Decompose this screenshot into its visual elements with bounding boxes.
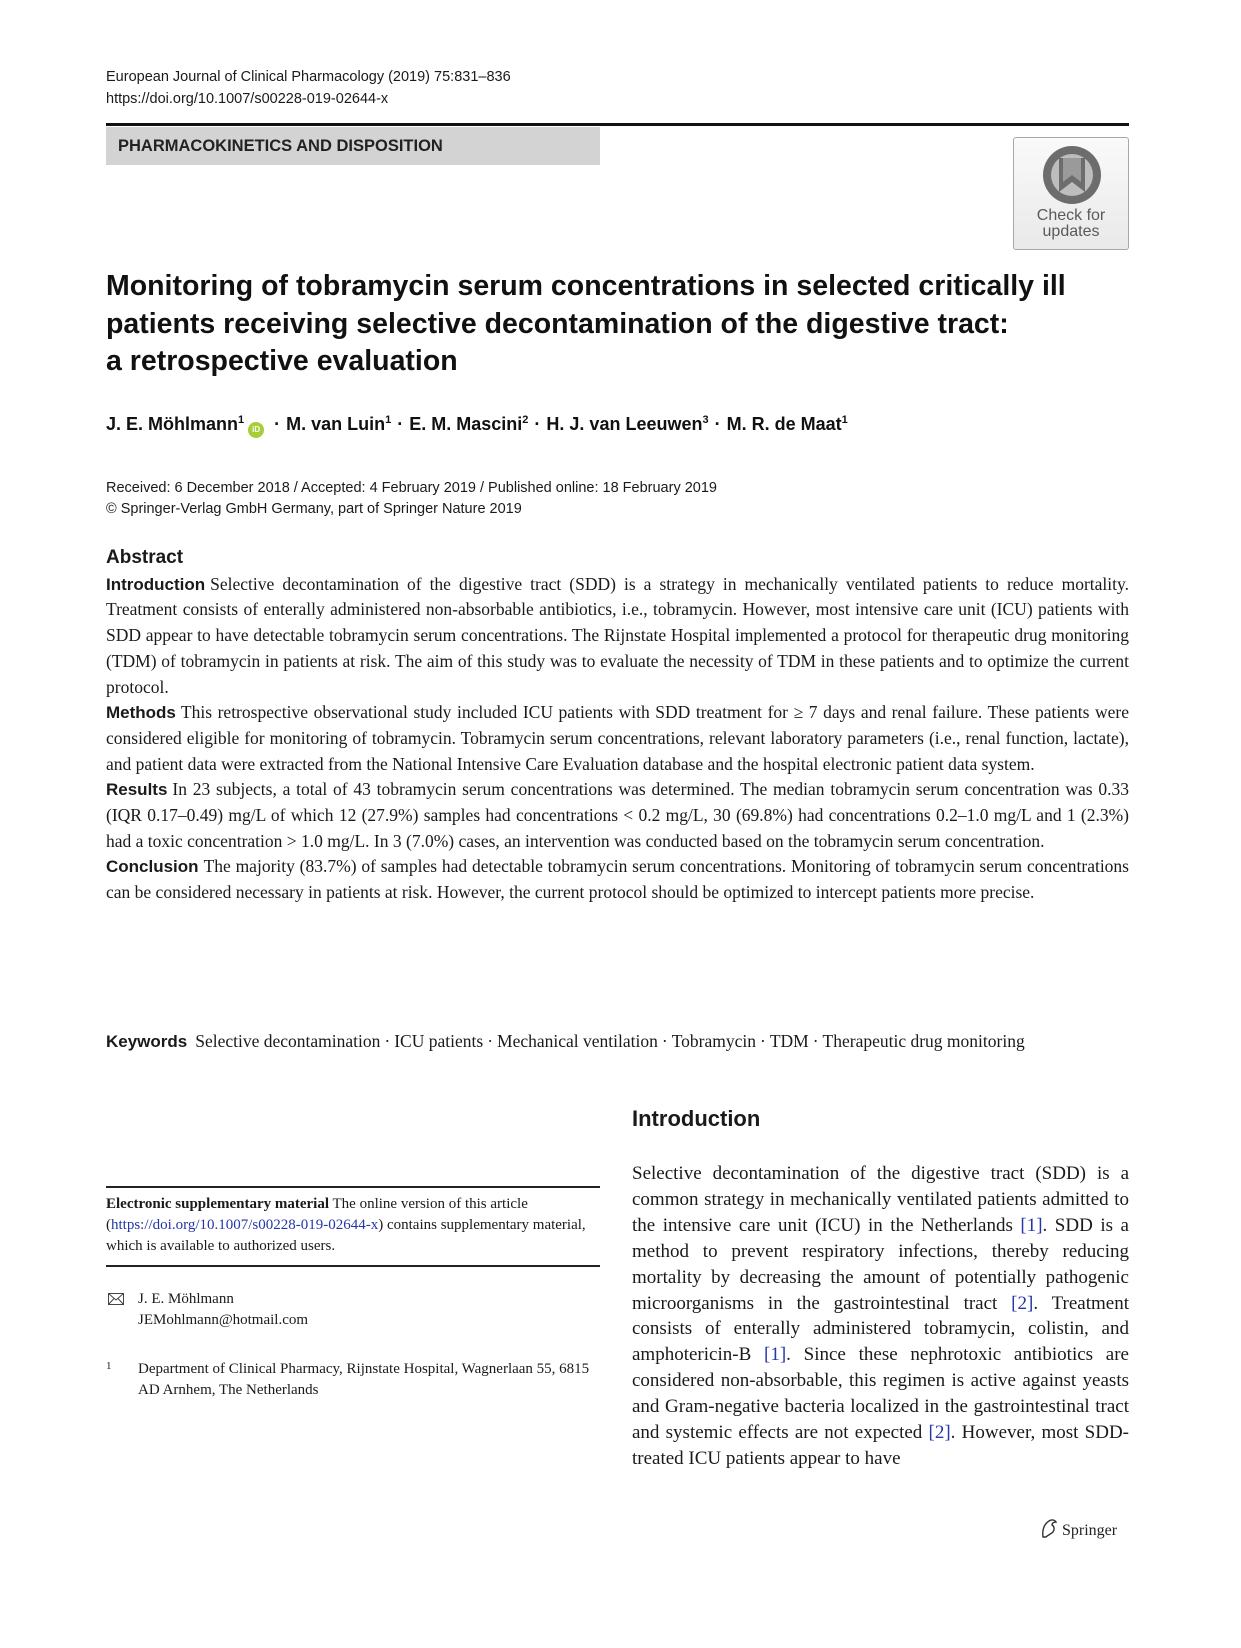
author-list [106,414,848,438]
springer-horse-icon [1040,1518,1058,1538]
crossmark-icon [1041,144,1103,206]
publisher-logo [1040,1518,1117,1540]
received-accepted-dates: Received: 6 December 2018 / Accepted: 4 February 2019 / Published online: 18 February 2019 [106,480,717,496]
author-separator: · [274,414,281,434]
keyword: Mechanical ventilation [497,1031,658,1051]
esm-text-after: ) contains supplementary material, which is available to authorized users. [106,1217,586,1254]
author-affiliation: 1 [385,414,392,426]
author-name[interactable]: E. M. Mascini [409,414,523,434]
check-for-updates-button[interactable] [1013,137,1129,250]
corresponding-author-email[interactable]: JEMohlmann@hotmail.com [138,1312,309,1328]
affiliation-number: 1 [106,1360,112,1372]
citation-link[interactable]: [1] [1020,1214,1043,1236]
keywords-label: Keywords [106,1032,188,1051]
keyword-separator: · [384,1031,391,1051]
esm-label: Electronic supplementary material [106,1196,330,1212]
keyword: Tobramycin [671,1031,756,1051]
check-for-updates-label: Check for updates [1036,207,1106,240]
keyword-separator: · [487,1031,494,1051]
journal-citation: European Journal of Clinical Pharmacology (2019) 75:831–836 [106,69,511,85]
keyword: Selective decontamination [195,1031,381,1051]
corresponding-author [106,1289,600,1331]
abstract-methods-text: This retrospective observational study included ICU patients with SDD treatment for ≥ 7 days and renal failure. These patients were considered eligible for monitoring of tobramycin. Tobramycin serum concentrations, relevant laboratory parameters (i.e., renal function, lactate), and patient data were extracted from the National Intensive Care Evaluation database and the hospital electronic patient data system. [106,702,1129,774]
introduction-section [632,1106,1129,1472]
abstract-results [106,777,1129,854]
orcid-icon[interactable]: iD [248,422,264,438]
abstract-conclusion-text: The majority (83.7%) of samples had detectable tobramycin serum concentrations. Monitoring of tobramycin serum concentrations can be considered necessary in patients at risk. However, the current protocol should be optimized to intercept patients more precise. [106,856,1129,903]
abstract-heading: Abstract [106,547,184,568]
author-affiliation: 1 [238,414,245,426]
abstract-introduction-text: Selective decontamination of the digestive tract (SDD) is a strategy in mechanically ventilated patients to reduce mortality. Treatment consists of enterally administered non-absorbable antibiotics, i.e., tobramycin. However, most intensive care unit (ICU) patients with SDD appear to have detectable tobramycin serum concentrations. The Rijnstate Hospital implemented a protocol for therapeutic drug monitoring (TDM) of tobramycin in patients at risk. The aim of this study was to evaluate the necessity of TDM in these patients and to optimize the current protocol. [106,573,1129,697]
copyright-notice: © Springer-Verlag GmbH Germany, part of Springer Nature 2019 [106,501,522,517]
affiliation-text: Department of Clinical Pharmacy, Rijnstate Hospital, Wagnerlaan 55, 6815 AD Arnhem, The Netherlands [138,1361,590,1398]
keywords [106,1031,1129,1052]
supplementary-note [106,1188,600,1265]
author-affiliation: 3 [702,414,709,426]
title-line-2: patients receiving selective decontamination of the digestive tract: [106,307,1009,340]
keyword-separator: · [760,1031,766,1051]
author-name[interactable]: M. van Luin [286,414,386,434]
citation-link[interactable]: [1] [764,1344,787,1366]
intro-text-part: Selective decontamination of the digestive tract (SDD) is a common strategy in mechanically ventilated patients admitted to the intensive care unit (ICU) in the Netherlands [632,1163,1129,1236]
title-line-3: a retrospective evaluation [106,345,458,377]
author-affiliation: 2 [522,414,529,426]
intro-text-part: . Treatment consists of enterally administered tobramycin, colistin, and amphotericin-B [632,1292,1129,1366]
introduction-paragraph [632,1161,1129,1472]
affiliation-note [106,1359,600,1401]
corresponding-author-name: J. E. Möhlmann [138,1291,234,1307]
abstract [106,545,1129,906]
author-name[interactable]: H. J. van Leeuwen [546,414,703,434]
envelope-icon [108,1293,124,1305]
abstract-methods-label: Methods [106,703,176,723]
abstract-introduction [106,572,1129,701]
abstract-methods [106,700,1129,777]
journal-header [106,66,511,110]
author-separator: · [534,414,541,434]
intro-text-part: . Since these nephrotoxic antibiotics are considered non-absorbable, this regimen is active against yeasts and Gram-negative bacteria localized in the gastrointestinal tract and systemic effects are not expected [632,1344,1129,1444]
citation-link[interactable]: [2] [928,1422,951,1444]
author-name[interactable]: M. R. de Maat [726,414,842,434]
doi-link[interactable]: https://doi.org/10.1007/s00228-019-02644-x [106,91,389,107]
author-name[interactable]: J. E. Möhlmann [106,414,239,434]
footnotes [106,1186,600,1401]
keyword: ICU patients [394,1031,484,1051]
header-rule [106,123,1129,126]
article-title [106,268,1066,381]
section-banner: PHARMACOKINETICS AND DISPOSITION [106,127,600,165]
abstract-results-text: In 23 subjects, a total of 43 tobramycin serum concentrations was determined. The median tobramycin serum concentration was 0.33 (IQR 0.17–0.49) mg/L of which 12 (27.9%) samples had concentrations < 0.2 mg/L, 30 (69.8%) had concentrations 0.2–1.0 mg/L and 1 (2.3%) had a toxic concentration > 1.0 mg/L. In 3 (7.0%) cases, an intervention was conducted based on the tobramycin serum concentration. [106,779,1129,851]
keyword: TDM [769,1031,809,1051]
esm-link[interactable]: https://doi.org/10.1007/s00228-019-02644-x [111,1217,379,1233]
footnote-rule-bottom [106,1265,600,1267]
keyword-separator: · [661,1031,668,1051]
intro-text-part: . SDD is a method to prevent respiratory infections, thereby reducing mortality by decreasing the amount of potentially pathogenic microorganisms in the gastrointestinal tract [632,1214,1129,1314]
author-separator: · [714,414,721,434]
abstract-conclusion-label: Conclusion [106,857,199,877]
keyword-separator: · [812,1031,819,1051]
abstract-results-label: Results [106,780,168,800]
abstract-conclusion [106,854,1129,905]
title-line-1: Monitoring of tobramycin serum concentrations in selected critically ill [106,270,1066,302]
abstract-introduction-label: Introduction [106,574,206,594]
citation-link[interactable]: [2] [1011,1292,1034,1314]
publisher-name: Springer [1062,1522,1118,1539]
esm-text-before: The online version of this article ( [106,1196,528,1233]
publication-dates [106,478,717,520]
intro-text-part: . However, most SDD-treated ICU patients appear to have [632,1422,1129,1469]
keyword: Therapeutic drug monitoring [822,1031,1025,1051]
introduction-heading: Introduction [632,1106,761,1131]
author-affiliation: 1 [841,414,848,426]
author-separator: · [397,414,404,434]
